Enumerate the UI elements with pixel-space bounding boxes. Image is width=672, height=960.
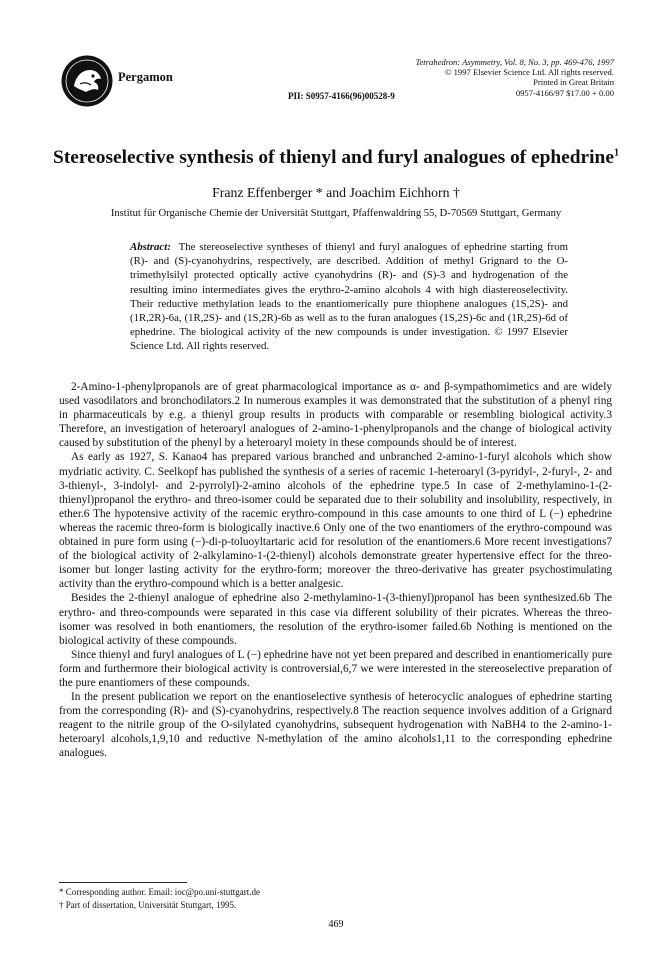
page-number: 469 (328, 919, 344, 930)
footnotes (59, 886, 260, 911)
abstract (130, 240, 568, 354)
affiliation: Institut für Organische Chemie der Universität Stuttgart, Pfaffenwaldring 55, D-70569 Stuttgart, Germany (110, 208, 562, 219)
publisher-name: Pergamon (118, 70, 173, 84)
paper-title: Stereoselective synthesis of thienyl and furyl analogues of ephedrine$^1$ (53, 147, 619, 168)
abstract-text: The stereoselective syntheses of thienyl and furyl analogues of ephedrine starting from (R)- and (S)-cyanohydrins, respectively, are described. Addition of methyl Grignard to the O-trimethylsilyl protected optically active cyanohydrins (R)- and (S)-3 and hydrogenation of the resulting imino intermediates gives the erythro-2-amino alcohols 4 with high diastereoselectivity. Their reductive methylation leads to the enantiomerically pure thiophene analogues (1S,2S)- and (1R,2R)-6a, (1R,2S)- and (1S,2R)-6b as well as to the furan analogues (1S,2S)-6c and (1R,2S)-6d of ephedrine. The biological activity of the new compounds is under investigation. © 1997 Elsevier Science Ltd. All rights reserved. (130, 241, 568, 353)
paragraph: As early as 1927, S. Kanao4 has prepared various branched and unbranched 2-amino-1-furyl alcohols which show mydriatic activity. C. Seelkopf has published the synthesis of a series of racemic 1-heteroaryl (3-pyridyl-, 2-furyl-, 2- and 3-thienyl-, 3-indolyl- and 2-pyrrolyl)-2-amino alcohols of the ephedrine type.5 In case of 2-methylamino-1-(2-thienyl)propanol the erythro- and threo-isomer could be separated due to their solubility and insolubility, respectively, in ether.6 The hypotensive activity of the racemic erythro-compound in this case amounts to one third of L (−) ephedrine whereas the racemic threo-form is biologically inactive.6 Only one of the two enantiomers of the erythro-compound was obtained in pure form using (−)-di-p-toluoyltartaric acid for resolution of the enantiomers.6 More recent investigations7 of the biological activity of 2-alkylamino-1-(2-thienyl) alcohols demonstrate greater hypertensive effect for the threo-isomer but longer lasting activity for the erythro-form; moreover the threo-derivative has greater psychostimulating activity than the erythro-compound which is a better analgesic. (59, 451, 612, 591)
footnote-corresponding: * Corresponding author. Email: ioc@po.uni-stuttgart.de (59, 887, 261, 897)
journal-citation: Tetrahedron: Asymmetry, Vol. 8, No. 3, pp. 469-476, 1997 (415, 57, 614, 67)
printed-line: Printed in Great Britain (533, 77, 614, 88)
abstract-label: Abstract: (130, 241, 171, 253)
pergamon-logo-icon (60, 54, 114, 108)
body-text (59, 380, 612, 761)
paragraph: Besides the 2-thienyl analogue of ephedrine also 2-methylamino-1-(3-thienyl)propanol has been synthesized.6b The erythro- and threo-compounds were separated in this case via different solubility of their picrates. Whereas the threo-isomer was resolved in both enantiomers, the resolution of the erythro-isomer failed.6b Nothing is mentioned on the biological activity of these compounds. (59, 592, 612, 647)
copyright-line: © 1997 Elsevier Science Ltd. All rights reserved. (444, 67, 614, 78)
paragraph: In the present publication we report on the enantioselective synthesis of heterocyclic analogues of ephedrine starting from the corresponding (R)- and (S)-cyanohydrins, respectively.8 The reaction sequence involves addition of a Grignard reagent to the nitrile group of the O-silylated cyanohydrins, subsequent hydrogenation with NaBH4 to the 2-amino-1-heteroaryl alcohols,1,9,10 and reductive N-methylation of the amino alcohols1,11 to the corresponding ephedrine analogues. (59, 691, 612, 760)
paragraph: Since thienyl and furyl analogues of L (−) ephedrine have not yet been prepared and described in enantiomerically pure form and furthermore their biological activity is controversial,6,7 we were interested in the stereoselective preparation of the pure enantiomers of these compounds. (59, 648, 612, 689)
paragraph: 2-Amino-1-phenylpropanols are of great pharmacological importance as α- and β-sympathomimetics and are widely used vasodilators and bronchodilators.2 In numerous examples it was demonstrated that the substitution of a phenyl ring in pharmaceuticals by e.g. a thienyl group results in products with comparable or resembling biological activity.3 Therefore, an investigation of heteroaryl analogues of 2-amino-1-phenylpropanols and the change of biological activity caused by substitution of the phenyl by a heteroaryl moiety in these compounds should be of interest. (59, 381, 612, 450)
pii-line: PII: S0957-4166(96)00528-9 (288, 91, 395, 101)
footnote-rule (59, 882, 187, 883)
footnote-dissertation: † Part of dissertation, Universität Stuttgart, 1995. (59, 899, 237, 910)
authors: Franz Effenberger * and Joachim Eichhorn † (212, 185, 460, 200)
issn-line: 0957-4166/97 $17.00 + 0.00 (515, 87, 614, 98)
journal-info (415, 57, 614, 98)
